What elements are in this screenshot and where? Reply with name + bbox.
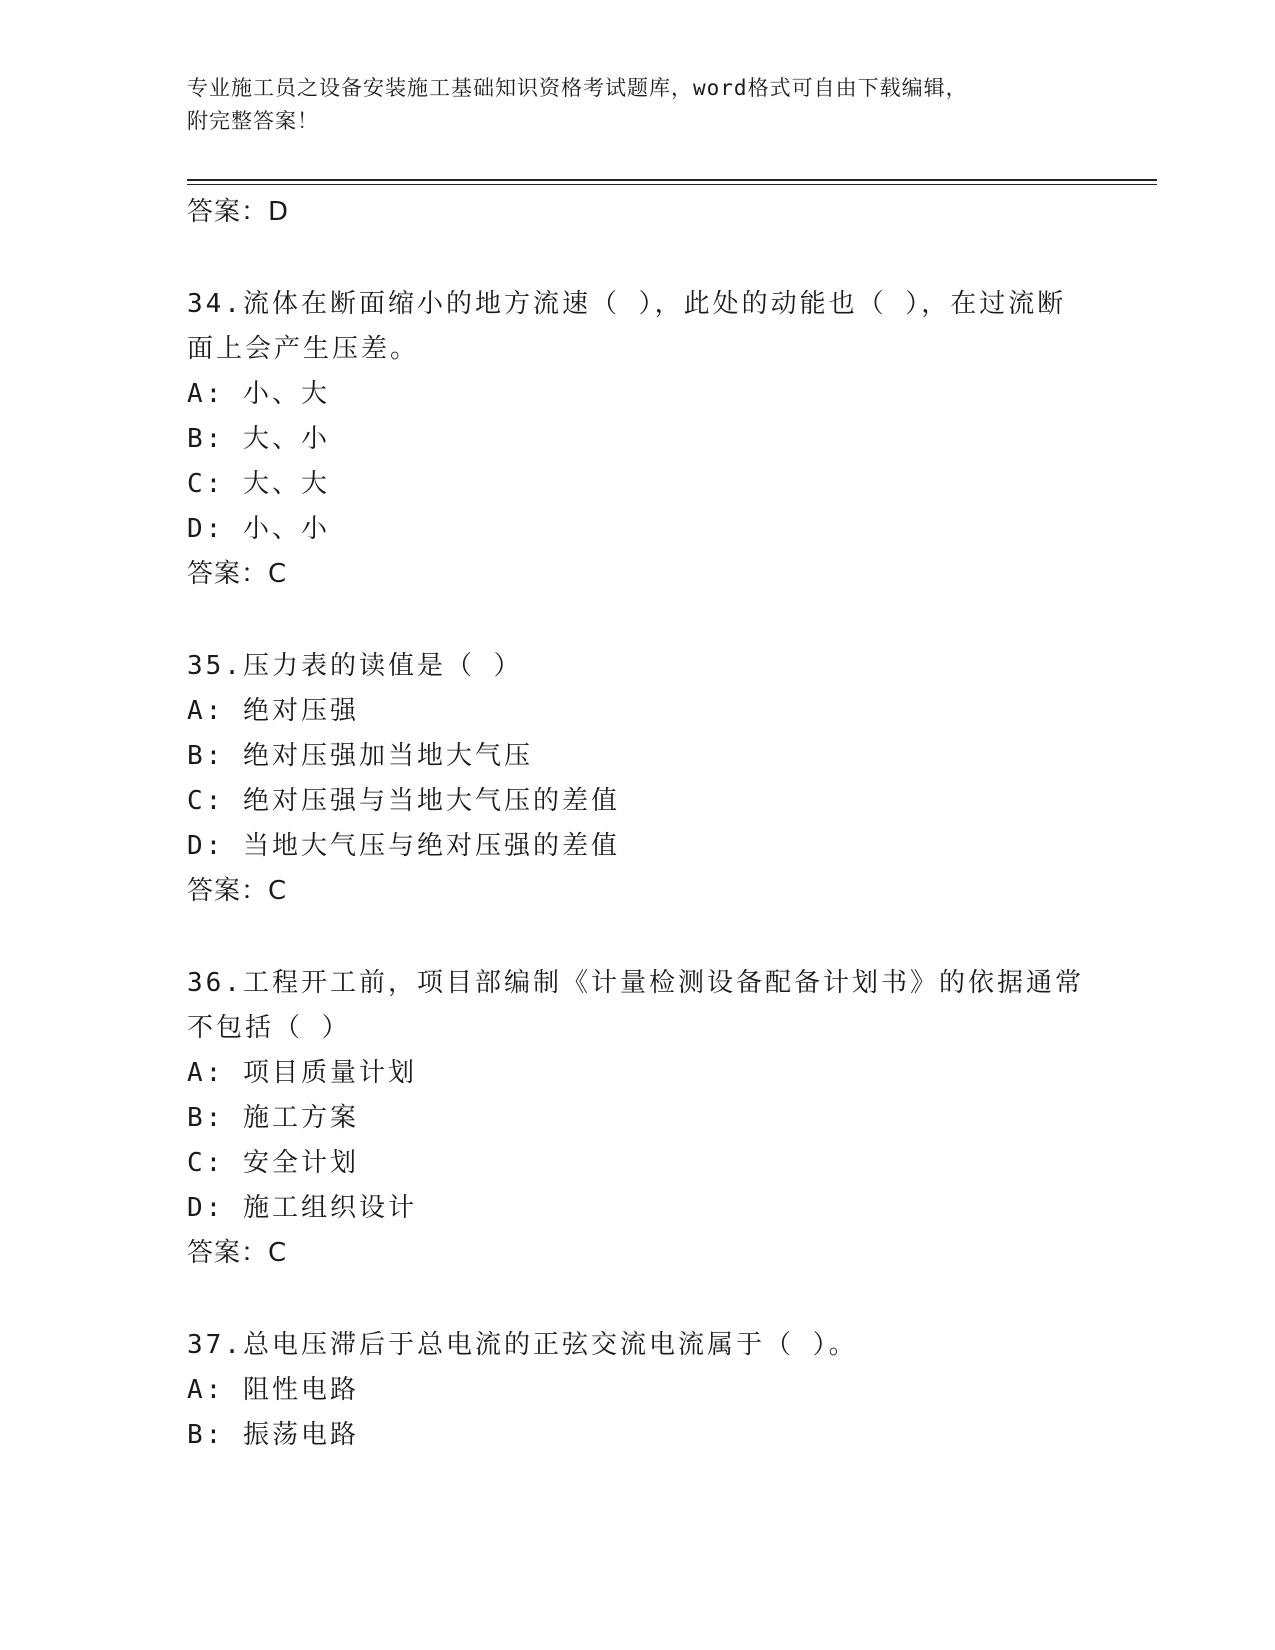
question-36-option-c: C: 安全计划 xyxy=(187,1148,359,1178)
spacer xyxy=(187,914,1087,961)
question-37 xyxy=(187,1323,1087,1458)
header-divider-thin xyxy=(187,184,1157,185)
question-35-text-line-1: 35.压力表的读值是（ ） xyxy=(187,651,523,681)
spacer xyxy=(187,235,1087,282)
header-divider-thick xyxy=(187,179,1157,181)
question-list xyxy=(187,190,1087,1458)
previous-answer: 答案：D xyxy=(187,197,290,227)
question-37-text-line-1: 37.总电压滞后于总电流的正弦交流电流属于（ ）。 xyxy=(187,1330,858,1360)
question-36-option-d: D: 施工组织设计 xyxy=(187,1193,417,1223)
question-34-option-d: D: 小、小 xyxy=(187,514,330,544)
header-line-2: 附完整答案！ xyxy=(187,109,319,133)
question-34-option-c: C: 大、大 xyxy=(187,469,330,499)
question-35-option-d: D: 当地大气压与绝对压强的差值 xyxy=(187,831,620,861)
question-36-text-line-2: 不包括（ ） xyxy=(187,1013,351,1043)
question-34-text-line-2: 面上会产生压差。 xyxy=(187,334,420,364)
question-36-answer: 答案：C xyxy=(187,1238,288,1268)
question-34 xyxy=(187,282,1087,597)
question-36 xyxy=(187,961,1087,1276)
question-35-option-a: A: 绝对压强 xyxy=(187,696,359,726)
spacer xyxy=(187,1276,1087,1323)
question-35-option-b: B: 绝对压强加当地大气压 xyxy=(187,741,533,771)
document-header xyxy=(187,72,1067,138)
question-35-answer: 答案：C xyxy=(187,876,288,906)
header-line-1: 专业施工员之设备安装施工基础知识资格考试题库，word格式可自由下载编辑， xyxy=(187,76,968,100)
question-37-option-a: A: 阻性电路 xyxy=(187,1375,359,1405)
question-36-text-line-1: 36.工程开工前，项目部编制《计量检测设备配备计划书》的依据通常 xyxy=(187,968,1084,998)
question-34-text-line-1: 34.流体在断面缩小的地方流速（ ），此处的动能也（ ），在过流断 xyxy=(187,289,1067,319)
question-35-option-c: C: 绝对压强与当地大气压的差值 xyxy=(187,786,620,816)
question-36-option-b: B: 施工方案 xyxy=(187,1103,359,1133)
question-37-option-b: B: 振荡电路 xyxy=(187,1420,359,1450)
question-34-answer: 答案：C xyxy=(187,559,288,589)
question-36-option-a: A: 项目质量计划 xyxy=(187,1058,417,1088)
question-35 xyxy=(187,644,1087,914)
question-34-option-a: A: 小、大 xyxy=(187,379,330,409)
spacer xyxy=(187,597,1087,644)
question-34-option-b: B: 大、小 xyxy=(187,424,330,454)
